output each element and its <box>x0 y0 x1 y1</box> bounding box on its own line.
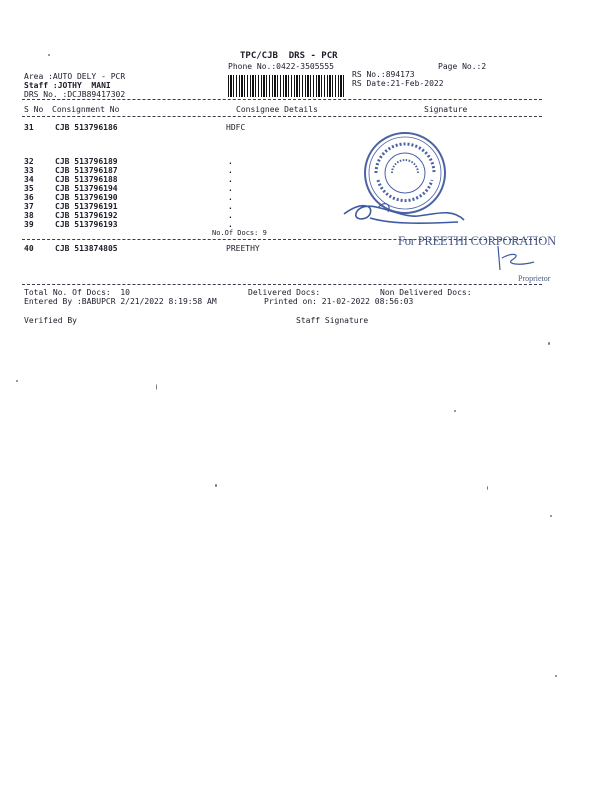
barcode <box>228 75 346 97</box>
row-consignee: . <box>228 157 233 166</box>
divider <box>22 99 542 100</box>
row-consignment: CJB 513796186 <box>55 123 118 132</box>
entered-by: Entered By :BABUPCR 2/21/2022 8:19:58 AM <box>24 297 217 306</box>
row-sno: 36 <box>24 193 34 202</box>
scan-speck <box>156 384 157 390</box>
scan-speck <box>215 484 217 487</box>
column-header-consignment: Consignment No <box>52 105 120 114</box>
signature-scribble <box>340 196 470 230</box>
staff-signature: Staff Signature <box>296 316 369 325</box>
row-consignee: HDFC <box>226 123 246 132</box>
rs-date: RS Date:21-Feb-2022 <box>352 79 444 88</box>
row-sno: 37 <box>24 202 34 211</box>
row-consignment: CJB 513796193 <box>55 220 118 229</box>
column-header-consignee: Consignee Details <box>236 105 318 114</box>
row-consignment: CJB 513796187 <box>55 166 118 175</box>
scan-speck <box>48 54 50 56</box>
row-consignee: . <box>228 193 233 202</box>
area-field: Area :AUTO DELY - PCR <box>24 72 126 81</box>
row-consignee: . <box>228 211 233 220</box>
row-sno: 35 <box>24 184 34 193</box>
row-consignee: . <box>228 184 233 193</box>
document-title: TPC/CJB DRS - PCR <box>240 51 338 61</box>
drs-number: DRS No. :DCJB89417302 <box>24 90 126 99</box>
printed-on: Printed on: 21-02-2022 08:56:03 <box>264 297 414 306</box>
staff-field: Staff :JOTHY MANI <box>24 81 111 90</box>
proprietor-signature <box>492 244 540 272</box>
scan-speck <box>548 342 550 345</box>
table-row <box>24 244 260 289</box>
scan-speck <box>454 410 456 412</box>
stamp-company-name: For PREETHI CORPORATION <box>398 234 556 248</box>
row-sno: 38 <box>24 211 34 220</box>
row-sno: 32 <box>24 157 34 166</box>
row-sno: 33 <box>24 166 34 175</box>
scan-speck <box>487 486 488 490</box>
scan-speck <box>550 515 552 517</box>
row-consignment: CJB 513796192 <box>55 211 118 220</box>
divider <box>22 284 542 285</box>
row-consignee: . <box>228 220 233 229</box>
row-sno: 40 <box>24 244 34 253</box>
verified-by: Verified By <box>24 316 77 325</box>
stamp-designation: Proprietor <box>518 274 551 283</box>
row-consignment: CJB 513796190 <box>55 193 118 202</box>
page-number: Page No.:2 <box>438 62 487 71</box>
row-sno: 31 <box>24 123 34 132</box>
total-docs: Total No. Of Docs: 10 <box>24 288 130 297</box>
row-consignee: PREETHY <box>226 244 260 253</box>
scan-speck <box>555 675 557 677</box>
rs-number: RS No.:894173 <box>352 70 415 79</box>
non-delivered-docs: Non Delivered Docs: <box>380 288 472 297</box>
row-sno: 39 <box>24 220 34 229</box>
row-consignment: CJB 513796189 <box>55 157 118 166</box>
row-consignee: . <box>228 202 233 211</box>
row-consignment: CJB 513796191 <box>55 202 118 211</box>
scan-speck <box>16 380 18 382</box>
column-header-signature: Signature <box>424 105 468 114</box>
column-header-sno: S No <box>24 105 44 114</box>
row-consignee: . <box>228 166 233 175</box>
group-doc-count: No.Of Docs: 9 <box>212 229 267 237</box>
divider <box>22 116 542 117</box>
row-consignment: CJB 513796188 <box>55 175 118 184</box>
row-consignment: CJB 513874805 <box>55 244 118 253</box>
delivered-docs: Delivered Docs: <box>248 288 321 297</box>
phone-number: Phone No.:0422-3505555 <box>228 62 334 71</box>
row-consignment: CJB 513796194 <box>55 184 118 193</box>
row-sno: 34 <box>24 175 34 184</box>
row-consignee: . <box>228 175 233 184</box>
